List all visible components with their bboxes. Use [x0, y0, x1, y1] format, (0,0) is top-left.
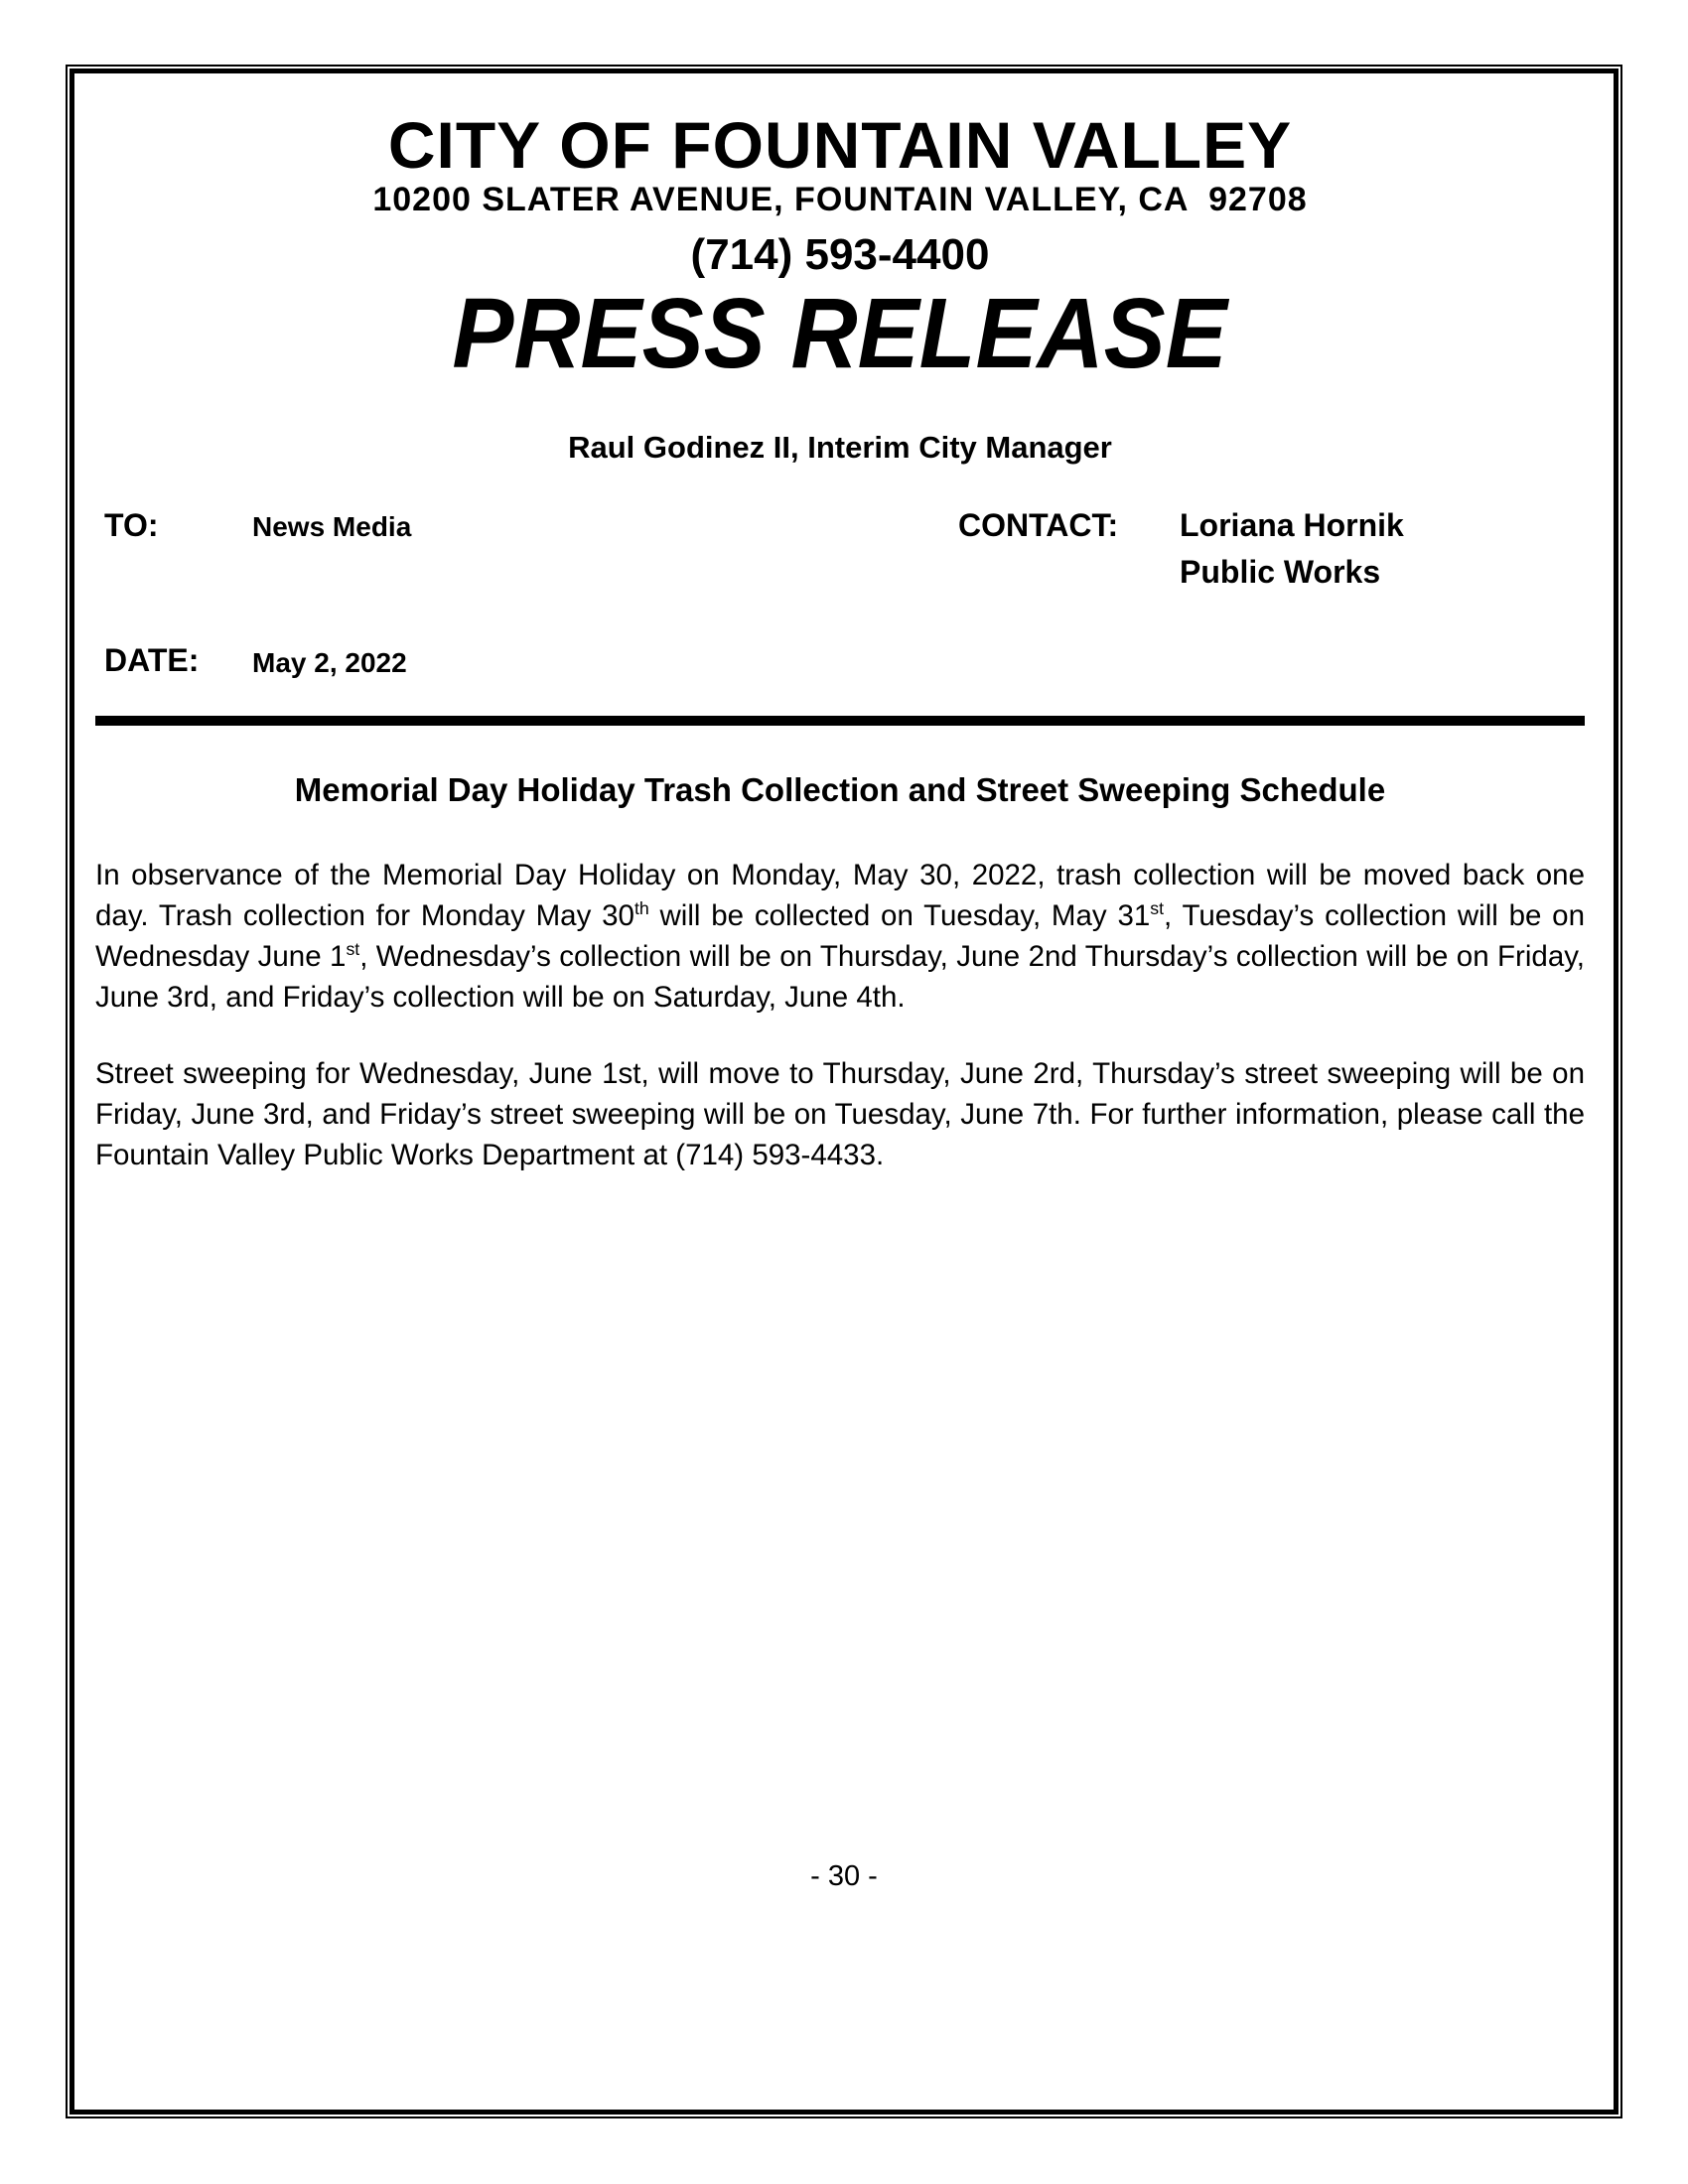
- release-body: [95, 770, 1585, 1175]
- page-content: [74, 73, 1614, 2110]
- document-type-text: PRESS RELEASE: [452, 278, 1228, 390]
- letterhead: [95, 108, 1585, 466]
- page-border: [66, 65, 1622, 2118]
- document-type-title: [95, 278, 1585, 390]
- city-address: 10200 SLATER AVENUE, FOUNTAIN VALLEY, CA 92708: [372, 181, 1308, 219]
- contact-label: CONTACT:: [958, 507, 1119, 544]
- date-label: DATE:: [104, 642, 200, 679]
- release-paragraph: Street sweeping for Wednesday, June 1st, will move to Thursday, June 2rd, Thursday’s street sweeping will be on Friday, June 3rd, and Friday’s street sweeping will be on Tuesday, June 7th. For further information, please call the Fountain Valley Public Works Department at (714) 593-4433.: [95, 1056, 1585, 1171]
- meta-block: [95, 507, 1585, 716]
- release-paragraph: In observance of the Memorial Day Holiday on Monday, May 30, 2022, trash collection will be moved back one day. Trash collection for Monday May 30th will be collected on Tuesday, May 31st, Tuesday’s collection will be on Wednesday June 1st, Wednesday’s collection will be on Thursday, June 2nd Thursday’s collection will be on Friday, June 3rd, and Friday’s collection will be on Saturday, June 4th.: [95, 858, 1585, 1014]
- contact-department: Public Works: [1180, 554, 1381, 591]
- horizontal-rule: [95, 716, 1585, 726]
- page-border-inner: [70, 68, 1618, 2115]
- end-of-release-marker: - 30 -: [810, 1860, 878, 1892]
- city-name: CITY OF FOUNTAIN VALLEY: [387, 108, 1293, 182]
- release-title: Memorial Day Holiday Trash Collection and Street Sweeping Schedule: [294, 771, 1386, 809]
- date-value: May 2, 2022: [252, 647, 407, 679]
- contact-name: Loriana Hornik: [1180, 507, 1404, 544]
- city-manager-line: Raul Godinez II, Interim City Manager: [568, 430, 1112, 466]
- city-phone: (714) 593-4400: [690, 229, 990, 279]
- to-label: TO:: [104, 507, 159, 544]
- to-value: News Media: [252, 511, 412, 543]
